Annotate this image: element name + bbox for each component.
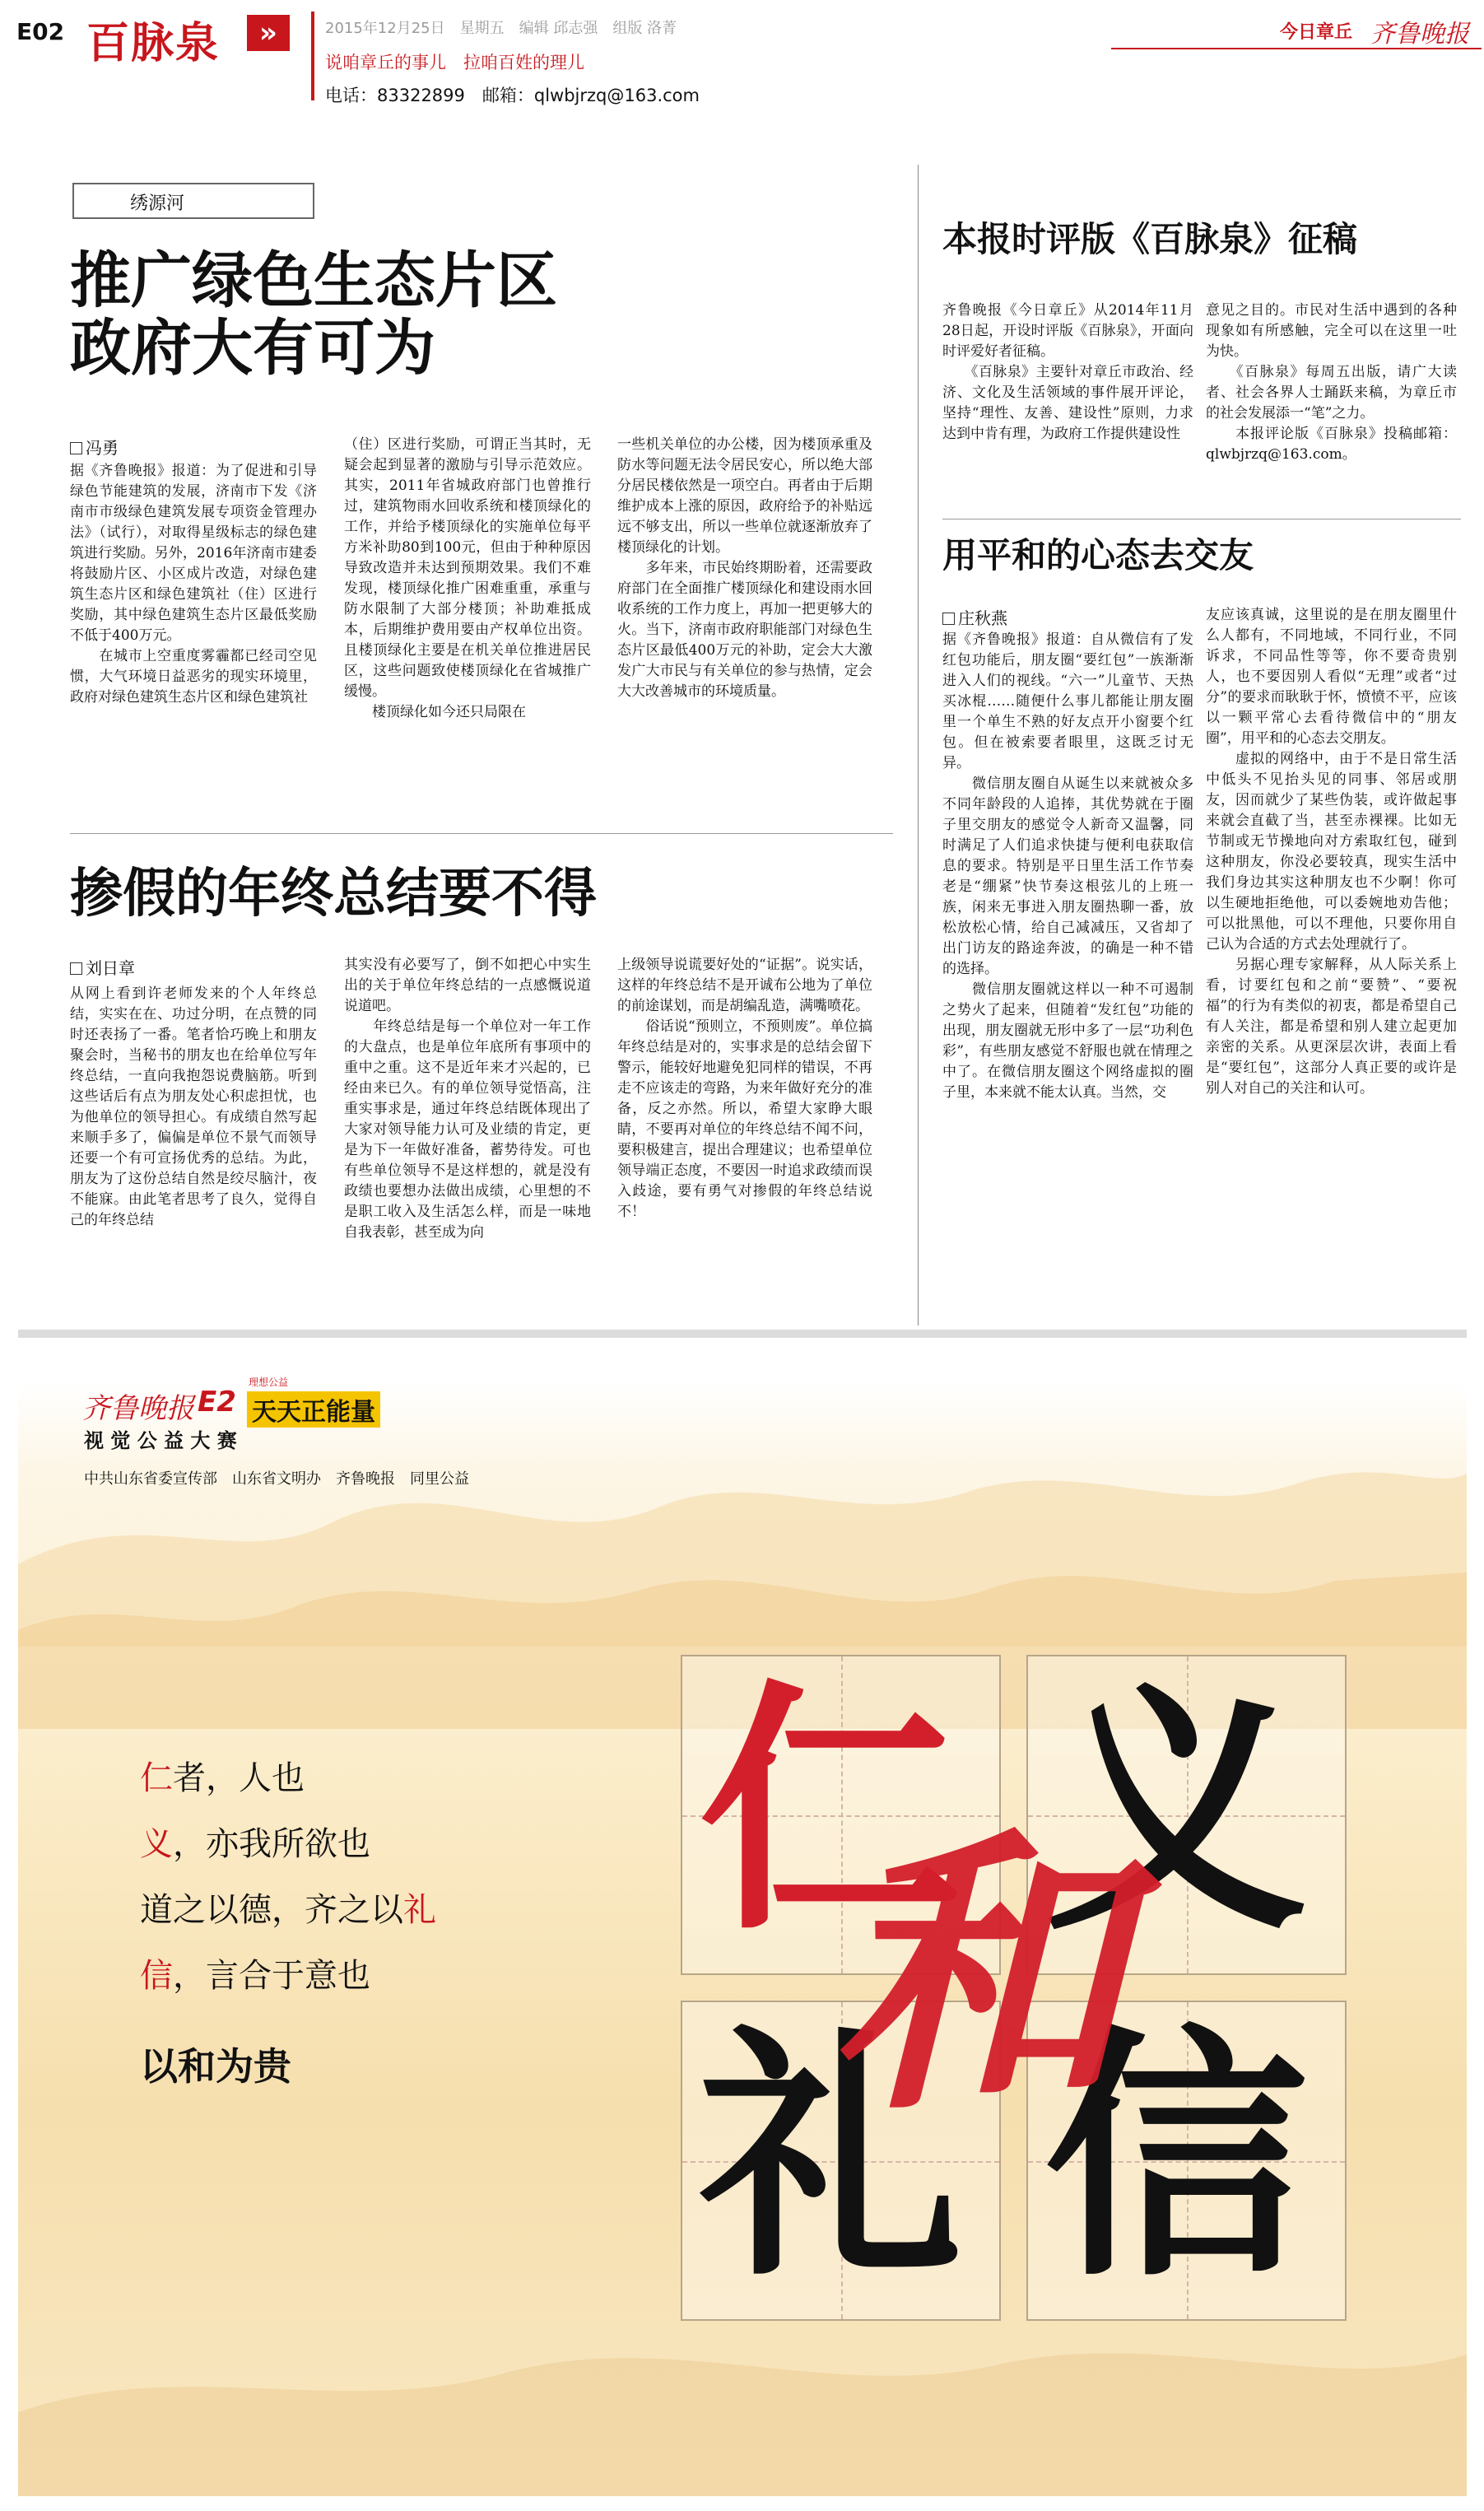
article1-byline: 冯勇 bbox=[70, 435, 119, 459]
ad-logo-tag: 理想公益 bbox=[249, 1377, 289, 1388]
byline-square-icon bbox=[942, 613, 955, 625]
motto: 以和为贵 bbox=[140, 2044, 291, 2089]
article1-col3: 一些机关单位的办公楼，因为楼顶承重及防水等问题无法令居民安心，所以绝大部分居民楼依然是一项空白。再者由于后期维护成本上涨的原因，政府给予的补贴远远不够支出，所以一些单位就逐渐放弃了楼顶绿化的计划。 多年来，市民始终期盼着，还需要政府部门在全面推广楼顶绿化和建设雨水回收系统的工作力度上，再加一把更够大的火。当下，济南市政府职能部门对绿色生态片区最低400万元的补助，定会大大激发广大市民与有关单位的参与热情，定会大大改善城市的环境质量。 bbox=[617, 436, 872, 700]
article3-col1: 齐鲁晚报《今日章丘》从2014年11月28日起，开设时评版《百脉泉》，开面向时评爱好者征稿。 《百脉泉》主要针对章丘市政治、经济、文化及生活领域的事件展开评论，坚持“理性、友善、建设性”原则，力求达到中肯有理，为政府工作提供建设性 bbox=[942, 302, 1193, 442]
article2-headline: 掺假的年终总结要不得 bbox=[70, 864, 597, 925]
byline-square-icon bbox=[70, 962, 82, 975]
ad-logo-e2: E2 bbox=[198, 1386, 236, 1419]
byline-square-icon bbox=[70, 442, 82, 454]
article2-col1: 从网上看到许老师发来的个人年终总结，实实在在、功过分明，在点赞的同时还表扬了一番。笔者恰巧晚上和朋友聚会时，当秘书的朋友也在给单位写年终总结，一直向我抱怨说费脑筋。听到这些话后有点为朋友处心积虑担忧，也为他单位的领导担心。有成绩自然写起来顺手多了，偏偏是单位不景气而领导还要一个有可宣扬优秀的总结。为此，朋友为了这份总结自然是绞尽脑汁，夜不能寐。由此笔者思考了良久，觉得自己的年终总结 bbox=[70, 985, 317, 1228]
ad-logo-brand: 天天正能量 bbox=[247, 1391, 380, 1428]
poem bbox=[140, 1745, 436, 2099]
article3-col2: 意见之目的。市民对生活中遇到的各种现象如有所感触，完全可以在这里一吐为快。 《百脉泉》每周五出版，请广大读者、社会各界人士踊跃来稿，为章丘市的社会发展添一“笔”之力。 本报评论版《百脉泉》投稿邮箱：qlwbjrzq@163.com。 bbox=[1206, 302, 1457, 463]
article4-byline: 庄秋燕 bbox=[942, 605, 1007, 629]
article4-headline: 用平和的心态去交友 bbox=[942, 535, 1254, 575]
poem-line-3: 道之以德，齐之以礼 bbox=[140, 1891, 436, 1929]
section-arrow-icon: » bbox=[247, 15, 290, 51]
public-service-ad bbox=[18, 1377, 1467, 2496]
section-rule bbox=[18, 1330, 1467, 1338]
column-tag-label: 绣源河 bbox=[130, 193, 185, 214]
article1-col2: （住）区进行奖励，可谓正当其时，无疑会起到显著的激励与引导示范效应。其实，2011年省城政府部门也曾推行过，建筑物雨水回收系统和楼顶绿化的工作，并给予楼顶绿化的实施单位每平方米补助80到100元，但由于种种原因导致改造并未达到预期效果。我们不难发现，楼顶绿化推广困难重重，承重与防水限制了大部分楼顶；补助难抵成本，后期维护费用要由产权单位出资。且楼顶绿化主要是在机关单位推进居民区，这些问题致使楼顶绿化在省城推广缓慢。 楼顶绿化如今还只局限在 bbox=[344, 436, 591, 720]
article-divider bbox=[70, 833, 893, 834]
article1-col1: 据《齐鲁晚报》报道：为了促进和引导绿色节能建筑的发展，济南市下发《济南市市级绿色建筑发展专项资金管理办法》（试行），对取得星级标志的绿色建筑进行奖励。另外，2016年济南市建委将鼓励片区、小区成片改造，对绿色建筑生态片区和绿色建筑社（住）区进行奖励，其中绿色建筑生态片区最低奖励不低于400万元。 在城市上空重度雾霾都已经司空见惯，大气环境日益恶劣的现实环境里，政府对绿色建筑生态片区和绿色建筑社 bbox=[70, 463, 317, 706]
char-he: 和 bbox=[829, 1801, 1125, 2150]
page-number: E02 bbox=[16, 18, 65, 45]
article1-headline: 推广绿色生态片区 政府大有可为 bbox=[70, 245, 557, 384]
char-yi: 义 bbox=[1044, 1660, 1308, 1966]
poem-line-4: 信，言合于意也 bbox=[140, 1957, 370, 1995]
article4-col2: 友应该真诚，这里说的是在朋友圈里什么人都有，不同地域，不同行业，不同诉求，不同品性等等，你不要奇贵别人，也不要因别人看似“无理”或者“过分”的要求而耿耿于怀，愤愤不平，应该以一颗平常心去看待微信中的“朋友圈”，用平和的心态去交朋友。 虚拟的网络中，由于不是日常生活中低头不见抬头见的同事、邻居或朋友，因而就少了某些伪装，或许做起事来就会直截了当，甚至赤裸裸。比如无节制或无节操地向对方索取红包，碰到这种朋友，你没必要较真，现实生活中我们身边其实这种朋友也不少啊！你可以生硬地拒绝他，可以委婉地劝告他；可以批黑他，可以不理他，只要你用自己认为合适的方式去处理就行了。 另据心理专家解释，从人际关系上看，讨要红包和之前“要赞”、“要祝福”的行为有类似的初衷，都是希望自己有人关注，都是希望和别人建立起更加亲密的关系。从更深层次讲，表面上看是“要红包”，这部分人真正要的或许是别人对自己的关注和认可。 bbox=[1206, 607, 1457, 1097]
section-slogan: 说咱章丘的事儿 拉咱百姓的理儿 bbox=[325, 53, 584, 72]
column-separator bbox=[918, 165, 919, 1325]
char-xin: 信 bbox=[1044, 2006, 1308, 2312]
issue-meta: 2015年12月25日 星期五 编辑 邱志强 组版 洛菁 bbox=[325, 20, 677, 37]
article4-col1: 据《齐鲁晚报》报道：自从微信有了发红包功能后，朋友圈“要红包”一族渐渐进入人们的视线。“六一”儿童节、天热买冰棍……随便什么事儿都能让朋友圈里一个单生不熟的好友点开小窗要个红包。但在被索要者眼里，这既乏讨无异。 微信朋友圈自从诞生以来就被众多不同年龄段的人追捧，其优势就在于圈子里交朋友的感觉令人新奇又温馨，同时满足了人们追求快捷与便利电获取信息的要求。特别是平日里生活工作节奏老是“绷紧”快节奏这根弦儿的上班一族，闲来无事进入朋友圈热聊一番，放松放松心情，给自己减减压，又省却了出门访友的路途奔波，的确是一种不错的选择。 微信朋友圈就这样以一种不可遏制之势火了起来，但随着“发红包”功能的出现，朋友圈就无形中多了一层“功利色彩”，有些朋友感觉不舒服也就在情理之中了。在微信朋友圈这个网络虚拟的圈子里，本来就不能太认真。当然，交 bbox=[942, 631, 1193, 1101]
organizers: 中共山东省委宣传部 山东省文明办 齐鲁晚报 同里公益 bbox=[84, 1470, 469, 1488]
char-ren: 仁 bbox=[699, 1660, 962, 1966]
contact-info: 电话：83322899 邮箱：qlwbjrzq@163.com bbox=[325, 86, 700, 105]
article2-col3: 上级领导说谎要好处的“证据”。说实话，这样的年终总结不是开诚布公地为了单位的前途谋划，而是胡编乱造，满嘴喷花。 俗话说“预则立，不预则废”。单位搞年终总结是对的，实事求是的总结会留下警示，能较好地避免犯同样的错误，不再走不应该走的弯路，为来年做好充分的准备，反之亦然。所以，希望大家睁大眼睛，不要再对单位的年终总结不闻不问，要积极建言，提出合理建议；也希望单位领导端正态度，不要因一时追求政绩而误入歧途，要有勇气对掺假的年终总结说不！ bbox=[617, 957, 872, 1220]
char-li: 礼 bbox=[699, 2006, 962, 2312]
column-tag bbox=[72, 183, 314, 219]
poem-line-1: 仁者，人也 bbox=[140, 1759, 305, 1797]
section-title: 百脉泉 bbox=[86, 19, 221, 68]
contest-title: 视 觉 公 益 大 赛 bbox=[84, 1429, 237, 1452]
edition-name: 今日章丘 bbox=[1280, 22, 1353, 43]
article3-headline: 本报时评版《百脉泉》征稿 bbox=[942, 219, 1358, 259]
ad-logo-paper: 齐鲁晚报 bbox=[82, 1392, 194, 1425]
article2-byline: 刘日章 bbox=[70, 955, 135, 979]
poem-line-2: 义，亦我所欲也 bbox=[140, 1825, 370, 1863]
article2-col2: 其实没有必要写了，倒不如把心中实生出的关于单位年终总结的一点感慨说道说道吧。 年终总结是每一个单位对一年工作的大盘点，也是单位年底所有事项中的重中之重。这不是近年来才兴起的，已经由来已久。有的单位领导觉悟高，注重实事求是，通过年终总结既体现出了大家对领导能力认可及业绩的肯定，更是为下一年做好准备，蓄势待发。可也有些单位领导不是这样想的，就是没有政绩也要想办法做出成绩，心里想的不是职工收入及生活怎么样，而是一味地自我表彰，甚至成为向 bbox=[344, 957, 591, 1241]
header-divider bbox=[311, 12, 314, 100]
newspaper-logo: 齐鲁晚报 bbox=[1370, 20, 1469, 49]
